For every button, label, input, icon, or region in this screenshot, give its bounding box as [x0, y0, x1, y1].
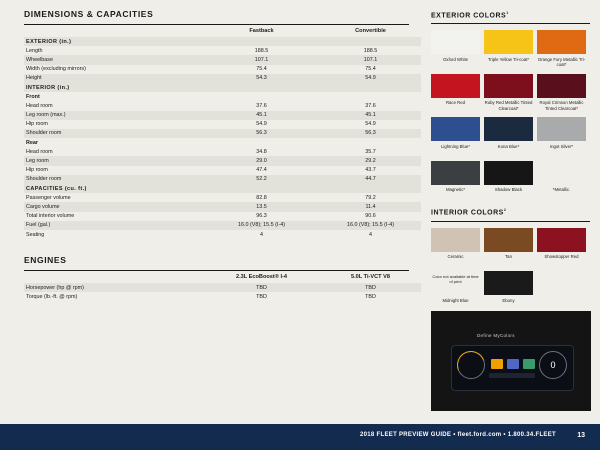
row-label: Hip room: [26, 121, 48, 128]
swatch-chip-magnetic: [431, 161, 480, 185]
row-label: Leg room: [26, 158, 49, 165]
row-label: Width (excluding mirrors): [26, 66, 86, 73]
swatch-chip-oxford-white: [431, 30, 480, 54]
row-value-fastback: 34.8: [256, 148, 267, 155]
color-swatch[interactable]: [537, 117, 586, 156]
dimensions-section-title: DIMENSIONS & CAPACITIES: [24, 9, 154, 19]
row-value-fastback: 82.8: [256, 194, 267, 201]
exterior-colors-footnote-marker: 1: [506, 11, 509, 15]
exterior-colors-divider: [431, 23, 590, 24]
header-convertible: Convertible: [355, 28, 386, 34]
color-swatch[interactable]: [484, 30, 533, 69]
color-swatch[interactable]: [484, 161, 533, 200]
swatch-chip-showstopper-red: [537, 228, 586, 252]
row-value-convertible: 35.7: [365, 148, 376, 155]
row-label: Hip room: [26, 167, 48, 174]
instrument-cluster-photo: [431, 311, 591, 411]
row-value-convertible: 79.2: [365, 194, 376, 201]
row-label: Height: [26, 75, 42, 82]
interior-color-swatches: [421, 228, 591, 315]
engines-header-v8: 5.0L Ti-VCT V8: [351, 274, 390, 281]
table-row: [24, 166, 425, 175]
table-row: [24, 175, 425, 184]
cluster-color-chips: [491, 359, 535, 369]
color-swatch[interactable]: [484, 228, 533, 267]
engines-header-blank: [24, 271, 207, 283]
page-footer: [0, 424, 600, 450]
row-label: Fuel (gal.): [26, 222, 51, 229]
swatch-chip-ingot-silver: [537, 117, 586, 141]
row-value-fastback: 16.0 (V8); 15.5 (I-4): [237, 222, 286, 229]
exterior-colors-footnote: *Metallic.: [552, 187, 571, 193]
table-row: [24, 156, 425, 165]
swatch-chip-tan: [484, 228, 533, 252]
row-value-convertible: 56.3: [365, 130, 376, 137]
row-value-convertible: 75.4: [365, 66, 376, 73]
table-row: [24, 65, 425, 74]
group-label-capacities: CAPACITIES (cu. ft.): [26, 185, 87, 192]
swatch-name: Ingot Silver*: [549, 143, 574, 149]
swatch-chip-lightning-blue: [431, 117, 480, 141]
subgroup-label-rear: Rear: [26, 139, 38, 146]
swatch-name: Shadow Black: [494, 187, 523, 193]
row-label: Total interior volume: [26, 213, 75, 220]
color-swatch[interactable]: [537, 74, 586, 113]
swatch-name: Triple Yellow Tri-coat*: [487, 56, 530, 62]
swatch-name: Ebony: [502, 297, 515, 303]
swatch-name: Ruby Red Metallic Tinted Clearcoat*: [484, 100, 533, 111]
table-row: [24, 212, 425, 221]
row-label: Passenger volume: [26, 194, 71, 201]
table-row: [24, 202, 425, 211]
table-row: [24, 74, 425, 83]
table-row: [24, 221, 425, 230]
swatch-name: Race Red: [445, 100, 466, 106]
swatch-name: Ceramic: [447, 254, 464, 260]
footer-text: 2018 FLEET PREVIEW GUIDE • fleet.ford.com • 1.800.34.FLEET: [360, 432, 556, 438]
row-value-convertible: 16.0 (V8); 15.5 (I-4): [346, 222, 395, 229]
table-row: [24, 283, 425, 292]
row-value-convertible: 45.1: [365, 112, 376, 119]
color-swatch[interactable]: [431, 74, 480, 113]
swatch-name: Orange Fury Metallic Tri-coat*: [537, 56, 586, 68]
header-fastback: Fastback: [249, 28, 274, 34]
exterior-colors-label: EXTERIOR COLORS: [431, 12, 507, 20]
color-swatch[interactable]: [431, 30, 480, 69]
swatch-name: Midnight Blue: [442, 297, 469, 303]
swatch-chip-ruby-red: [484, 74, 533, 98]
table-row: [24, 111, 425, 120]
swatch-name: Magnetic*: [445, 187, 466, 193]
row-label: Cargo volume: [26, 203, 60, 210]
row-value-convertible: 29.2: [365, 158, 376, 165]
swatch-chip-kona-blue: [484, 117, 533, 141]
row-value-convertible: 11.4: [365, 203, 376, 210]
cluster-color-chip: [507, 359, 519, 369]
dimensions-table: [24, 25, 425, 239]
page-number: 13: [577, 431, 585, 439]
table-row: [24, 129, 425, 138]
row-value-convertible: 188.5: [363, 47, 378, 54]
row-value-fastback: 4: [260, 231, 263, 238]
swatch-name: Tan: [505, 254, 512, 260]
row-label: Shoulder room: [26, 130, 62, 137]
table-row: [24, 292, 425, 301]
group-label-exterior: EXTERIOR (in.): [26, 38, 72, 45]
swatch-chip-ceramic: [431, 228, 480, 252]
table-row: [24, 55, 425, 64]
row-label: Torque (lb.-ft. @ rpm): [26, 293, 78, 300]
row-value-convertible: 37.6: [365, 102, 376, 109]
group-header-interior: [24, 83, 425, 92]
table-row: [24, 46, 425, 55]
row-value-convertible: 54.9: [365, 75, 376, 82]
row-value-convertible: 90.6: [365, 213, 376, 220]
cluster-slider-bar: [489, 373, 535, 378]
row-label: Horsepower (hp @ rpm): [26, 284, 84, 291]
row-value-fastback: 54.9: [256, 121, 267, 128]
row-value-fastback: 54.3: [256, 75, 267, 82]
row-value-fastback: 29.0: [256, 158, 267, 165]
swatch-chip-ebony: [484, 271, 533, 295]
row-value-v8: TBD: [365, 293, 376, 300]
row-value-convertible: 54.9: [365, 121, 376, 128]
table-row: [24, 193, 425, 202]
exterior-colors-title: [421, 0, 600, 23]
cluster-right-dial: [539, 351, 567, 379]
group-header-exterior: [24, 37, 425, 46]
group-label-interior: INTERIOR (in.): [26, 84, 70, 91]
table-row: [24, 101, 425, 110]
swatch-chip-triple-yellow: [484, 30, 533, 54]
engines-table: [24, 271, 425, 301]
swatch-name: Showstopper Red: [544, 254, 579, 260]
table-row: [24, 120, 425, 129]
row-value-convertible: 44.7: [365, 176, 376, 183]
row-value-fastback: 45.1: [256, 112, 267, 119]
engines-header-i4: 2.3L EcoBoost® I-4: [236, 274, 287, 281]
row-label: Wheelbase: [26, 56, 53, 63]
table-header-row: [24, 25, 425, 37]
cluster-mycolor-label: Define MyColors: [477, 333, 515, 338]
color-swatch[interactable]: [537, 228, 586, 267]
subgroup-header-front: [24, 92, 425, 101]
swatch-name: Lightning Blue*: [441, 143, 470, 149]
color-swatch[interactable]: [484, 117, 533, 156]
row-value-i4: TBD: [256, 284, 267, 291]
interior-colors-divider: [431, 221, 590, 222]
colors-panel: [421, 0, 600, 424]
cluster-color-chip: [523, 359, 535, 369]
row-value-fastback: 37.6: [256, 102, 267, 109]
engines-header-row: [24, 271, 425, 283]
cluster-gauge-value: 0: [550, 360, 556, 370]
swatch-chip-shadow-black: [484, 161, 533, 185]
color-swatch[interactable]: [431, 117, 480, 156]
row-value-fastback: 75.4: [256, 66, 267, 73]
color-swatch[interactable]: [431, 228, 480, 267]
interior-colors-label: INTERIOR COLORS: [431, 209, 504, 217]
row-value-fastback: 52.2: [256, 176, 267, 183]
row-value-convertible: 4: [369, 231, 372, 238]
row-value-convertible: 107.1: [363, 56, 378, 63]
row-value-v8: TBD: [365, 284, 376, 291]
row-value-i4: TBD: [256, 293, 267, 300]
swatch-chip-race-red: [431, 74, 480, 98]
table-row: [24, 230, 425, 239]
swatch-chip-midnight-blue-placeholder: Color not available at time of print: [431, 271, 480, 295]
row-value-convertible: 43.7: [365, 167, 376, 174]
color-swatch[interactable]: [431, 271, 480, 310]
color-swatch[interactable]: [484, 74, 533, 113]
swatch-name: Kona Blue*: [497, 143, 520, 149]
row-value-fastback: 107.1: [254, 56, 269, 63]
row-value-fastback: 47.4: [256, 167, 267, 174]
swatch-chip-royal-crimson: [537, 74, 586, 98]
row-label: Seating: [26, 231, 45, 238]
group-header-capacities: [24, 184, 425, 193]
row-label: Shoulder room: [26, 176, 62, 183]
subgroup-label-front: Front: [26, 93, 40, 100]
interior-colors-title: [421, 204, 600, 220]
cluster-color-chip: [491, 359, 503, 369]
exterior-colors-footnote-cell: [537, 161, 586, 200]
engines-section-title: ENGINES: [24, 255, 67, 266]
table-row: [24, 147, 425, 156]
subgroup-header-rear: [24, 138, 425, 147]
interior-colors-footnote-marker: 2: [503, 208, 507, 213]
color-swatch[interactable]: [431, 161, 480, 200]
row-label: Leg room (max.): [26, 112, 66, 119]
header-blank: [24, 25, 207, 37]
row-label: Head room: [26, 102, 53, 109]
row-label: Head room: [26, 148, 53, 155]
row-value-fastback: 188.5: [254, 47, 269, 54]
exterior-color-swatches: [421, 30, 591, 204]
row-value-fastback: 56.3: [256, 130, 267, 137]
row-label: Length: [26, 47, 43, 54]
color-swatch[interactable]: [537, 30, 586, 69]
swatch-name: Oxford White: [442, 56, 469, 62]
row-value-fastback: 96.3: [256, 213, 267, 220]
row-value-fastback: 13.5: [256, 203, 267, 210]
swatch-chip-orange-fury: [537, 30, 586, 54]
footnote-spacer: [537, 161, 586, 185]
swatch-name: Royal Crimson Metallic Tinted Clearcoat*: [539, 100, 584, 111]
color-swatch[interactable]: [484, 271, 533, 310]
